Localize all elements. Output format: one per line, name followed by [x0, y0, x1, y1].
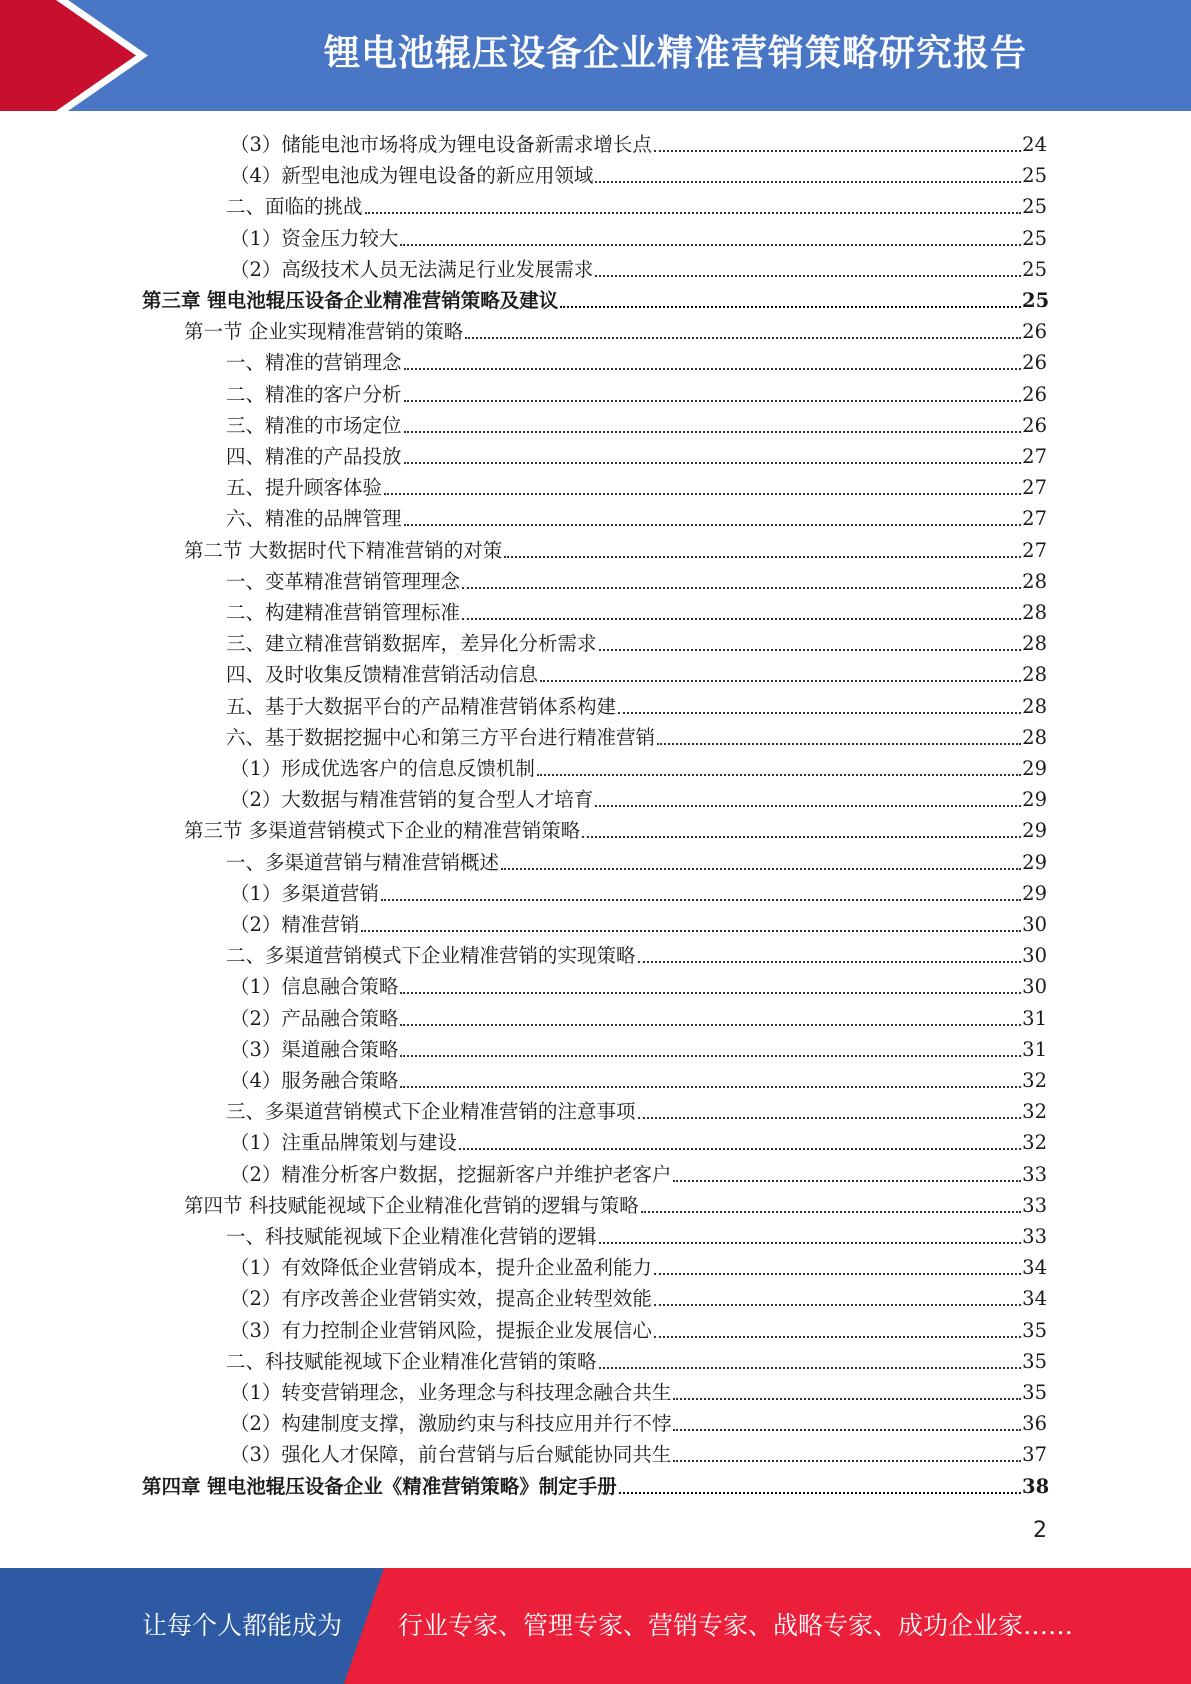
toc-entry[interactable] [0, 1063, 1191, 1094]
toc-entry-label: 五、基于大数据平台的产品精准营销体系构建 [226, 694, 617, 718]
toc-dot-leader [540, 680, 1021, 682]
toc-dot-leader [673, 1429, 1021, 1431]
toc-dot-leader [400, 1024, 1021, 1026]
toc-entry[interactable] [0, 1375, 1191, 1406]
toc-entry-page: 31 [1022, 1037, 1047, 1061]
toc-dot-leader [501, 868, 1021, 870]
toc-entry[interactable] [0, 657, 1191, 688]
toc-entry-page: 28 [1022, 663, 1047, 687]
toc-entry[interactable] [0, 408, 1191, 439]
toc-entry-label: （3）储能电池市场将成为锂电设备新需求增长点 [230, 133, 652, 156]
toc-entry-label: （3）有力控制企业营销风险，提振企业发展信心 [230, 1318, 652, 1342]
toc-entry-page: 33 [1022, 1193, 1047, 1217]
toc-entry-page: 36 [1022, 1412, 1047, 1436]
toc-dot-leader [384, 493, 1021, 495]
toc-entry-page: 29 [1022, 850, 1047, 874]
toc-entry-page: 29 [1022, 757, 1047, 780]
toc-entry[interactable] [0, 377, 1191, 408]
toc-entry[interactable] [0, 470, 1191, 501]
toc-entry-page: 28 [1022, 569, 1047, 593]
toc-entry-page: 25 [1022, 164, 1047, 188]
toc-entry[interactable] [0, 1313, 1191, 1344]
toc-entry-page: 25 [1022, 289, 1050, 312]
toc-entry[interactable] [0, 439, 1191, 470]
toc-entry[interactable] [0, 345, 1191, 376]
toc-entry-page: 28 [1022, 601, 1047, 624]
header-arrow-decoration [0, 0, 160, 111]
toc-entry-page: 33 [1022, 1162, 1047, 1186]
toc-entry-label: 三、精准的市场定位 [226, 413, 402, 437]
toc-entry-label: （1）有效降低企业营销成本，提升企业盈利能力 [230, 1256, 652, 1280]
toc-entry[interactable] [0, 127, 1191, 158]
toc-entry-label: 四、及时收集反馈精准营销活动信息 [226, 663, 539, 687]
toc-dot-leader [599, 1242, 1021, 1244]
toc-entry-label: 第三章 锂电池辊压设备企业精准营销策略及建议 [142, 289, 559, 312]
toc-entry-page: 24 [1022, 133, 1047, 156]
toc-entry[interactable] [0, 1188, 1191, 1219]
toc-entry[interactable] [0, 1001, 1191, 1032]
page-header [0, 0, 1191, 111]
toc-entry[interactable] [0, 907, 1191, 938]
toc-entry[interactable] [0, 751, 1191, 782]
toc-entry-page: 28 [1022, 725, 1047, 749]
toc-entry[interactable] [0, 314, 1191, 345]
toc-entry-label: 二、科技赋能视域下企业精准化营销的策略 [226, 1349, 597, 1373]
toc-entry[interactable] [0, 158, 1191, 189]
toc-entry-label: 六、精准的品牌管理 [226, 507, 402, 531]
toc-dot-leader [365, 212, 1021, 214]
toc-entry-label: 二、多渠道营销模式下企业精准营销的实现策略 [226, 944, 636, 968]
toc-entry[interactable] [0, 1250, 1191, 1281]
toc-dot-leader [400, 244, 1021, 246]
toc-entry-label: 三、多渠道营销模式下企业精准营销的注意事项 [226, 1100, 636, 1124]
header-title: 锂电池辊压设备企业精准营销策略研究报告 [323, 33, 1027, 74]
toc-entry[interactable] [0, 1281, 1191, 1312]
toc-entry-label: （3）强化人才保障，前台营销与后台赋能协同共生 [230, 1443, 672, 1467]
toc-dot-leader [462, 587, 1021, 589]
toc-entry[interactable] [0, 501, 1191, 532]
toc-entry-label: 一、多渠道营销与精准营销概述 [226, 850, 500, 874]
toc-dot-leader [459, 1148, 1021, 1150]
toc-entry[interactable] [0, 252, 1191, 283]
toc-entry[interactable] [0, 1469, 1191, 1500]
toc-entry-page: 25 [1022, 226, 1047, 250]
toc-entry-page: 26 [1022, 413, 1047, 437]
toc-entry-page: 30 [1022, 944, 1047, 968]
toc-entry[interactable] [0, 1094, 1191, 1125]
toc-dot-leader [599, 1367, 1021, 1369]
toc-entry[interactable] [0, 189, 1191, 220]
toc-dot-leader [641, 1211, 1021, 1213]
toc-entry-page: 29 [1022, 881, 1047, 905]
toc-dot-leader [619, 1492, 1021, 1494]
toc-dot-leader [504, 556, 1021, 558]
toc-dot-leader [673, 1460, 1021, 1462]
toc-entry-page: 28 [1022, 632, 1047, 656]
page-footer [0, 1568, 1191, 1684]
toc-dot-leader [654, 150, 1021, 152]
toc-entry[interactable] [0, 876, 1191, 907]
toc-entry-page: 29 [1022, 788, 1047, 812]
toc-entry[interactable] [0, 1344, 1191, 1375]
toc-entry-label: （1）形成优选客户的信息反馈机制 [230, 757, 535, 780]
toc-dot-leader [462, 618, 1021, 620]
toc-entry[interactable] [0, 283, 1191, 314]
toc-entry-label: （2）高级技术人员无法满足行业发展需求 [230, 257, 594, 281]
toc-dot-leader [361, 930, 1021, 932]
toc-entry-label: 二、精准的客户分析 [226, 382, 402, 406]
toc-entry-page: 33 [1022, 1225, 1047, 1248]
toc-entry-label: （2）精准营销 [230, 913, 360, 936]
toc-entry-page: 29 [1022, 819, 1047, 843]
toc-entry-label: 第四章 锂电池辊压设备企业《精准营销策略》制定手册 [142, 1474, 617, 1498]
toc-dot-leader [400, 1055, 1021, 1057]
toc-entry-page: 27 [1022, 538, 1047, 562]
toc-entry-label: （4）新型电池成为锂电设备的新应用领域 [230, 164, 594, 188]
toc-entry-label: 第二节 大数据时代下精准营销的对策 [184, 538, 503, 562]
toc-entry-page: 35 [1022, 1349, 1047, 1373]
toc-entry-label: 四、精准的产品投放 [226, 445, 402, 468]
toc-entry[interactable] [0, 533, 1191, 564]
toc-entry-label: 第三节 多渠道营销模式下企业的精准营销策略 [184, 819, 581, 843]
toc-entry-page: 38 [1022, 1474, 1050, 1498]
toc-entry[interactable] [0, 689, 1191, 720]
toc-dot-leader [595, 805, 1021, 807]
toc-entry-label: （3）渠道融合策略 [230, 1037, 399, 1061]
toc-entry-label: 一、精准的营销理念 [226, 351, 402, 375]
toc-entry-page: 25 [1022, 195, 1047, 219]
toc-entry-page: 35 [1022, 1318, 1047, 1342]
toc-dot-leader [595, 275, 1021, 277]
toc-entry-page: 37 [1022, 1443, 1047, 1467]
toc-entry[interactable] [0, 1219, 1191, 1250]
page-number: 2 [1033, 1518, 1047, 1543]
toc-entry-label: 三、建立精准营销数据库，差异化分析需求 [226, 632, 597, 656]
toc-entry-page: 31 [1022, 1006, 1047, 1030]
toc-entry-page: 28 [1022, 694, 1047, 718]
toc-entry[interactable] [0, 720, 1191, 751]
toc-entry[interactable] [0, 1437, 1191, 1468]
toc-entry-page: 34 [1022, 1287, 1047, 1311]
toc-dot-leader [465, 337, 1021, 339]
toc-entry-page: 26 [1022, 351, 1047, 375]
toc-entry[interactable] [0, 564, 1191, 595]
toc-dot-leader [404, 400, 1021, 402]
toc-entry-label: （1）信息融合策略 [230, 975, 399, 999]
toc-entry-label: 一、科技赋能视域下企业精准化营销的逻辑 [226, 1225, 597, 1248]
toc-dot-leader [560, 306, 1021, 308]
toc-dot-leader [654, 1336, 1021, 1338]
footer-slogan-left: 让每个人都能成为 [142, 1611, 343, 1640]
toc-dot-leader [618, 712, 1021, 714]
toc-entry-label: （1）注重品牌策划与建设 [230, 1131, 457, 1155]
toc-entry[interactable] [0, 969, 1191, 1000]
toc-dot-leader [381, 899, 1021, 901]
toc-entry-page: 30 [1022, 913, 1047, 936]
toc-entry[interactable] [0, 782, 1191, 813]
toc-entry-page: 26 [1022, 382, 1047, 406]
toc-entry-page: 30 [1022, 975, 1047, 999]
toc-dot-leader [673, 1398, 1021, 1400]
toc-dot-leader [599, 649, 1021, 651]
toc-entry-page: 32 [1022, 1131, 1047, 1155]
toc-entry-page: 35 [1022, 1381, 1047, 1404]
toc-entry-label: （2）产品融合策略 [230, 1006, 399, 1030]
toc-dot-leader [404, 462, 1021, 464]
toc-dot-leader [537, 774, 1021, 776]
toc-dot-leader [404, 368, 1021, 370]
toc-entry-page: 27 [1022, 445, 1047, 468]
toc-dot-leader [654, 1304, 1021, 1306]
toc-dot-leader [400, 1086, 1021, 1088]
toc-entry-page: 25 [1022, 257, 1047, 281]
toc-entry-page: 27 [1022, 507, 1047, 531]
toc-dot-leader [657, 743, 1021, 745]
toc-entry[interactable] [0, 626, 1191, 657]
toc-entry[interactable] [0, 845, 1191, 876]
footer-slogan-right: 行业专家、管理专家、营销专家、战略专家、成功企业家…… [398, 1611, 1074, 1640]
toc-entry-label: （1）资金压力较大 [230, 226, 399, 250]
toc-entry-label: 一、变革精准营销管理理念 [226, 569, 461, 593]
toc-entry-label: 第一节 企业实现精准营销的策略 [184, 320, 464, 344]
toc-entry-label: （1）转变营销理念，业务理念与科技理念融合共生 [230, 1381, 672, 1404]
toc-entry-label: （1）多渠道营销 [230, 881, 379, 905]
toc-entry[interactable] [0, 221, 1191, 252]
toc-entry[interactable] [0, 595, 1191, 626]
toc-entry[interactable] [0, 1406, 1191, 1437]
toc-entry-page: 32 [1022, 1069, 1047, 1092]
toc-dot-leader [638, 961, 1021, 963]
toc-entry-label: （2）精准分析客户数据，挖掘新客户并维护老客户 [230, 1162, 672, 1186]
toc-entry-page: 27 [1022, 476, 1047, 500]
toc-entry-label: （4）服务融合策略 [230, 1069, 399, 1092]
toc-entry-label: （2）构建制度支撑，激励约束与科技应用并行不悖 [230, 1412, 672, 1436]
toc-dot-leader [404, 524, 1021, 526]
toc-dot-leader [654, 1273, 1021, 1275]
toc-entry-label: 二、面临的挑战 [226, 195, 363, 219]
toc-entry-label: （2）大数据与精准营销的复合型人才培育 [230, 788, 594, 812]
toc-dot-leader [595, 181, 1021, 183]
toc-entry[interactable] [0, 938, 1191, 969]
toc-dot-leader [400, 992, 1021, 994]
toc-dot-leader [404, 431, 1021, 433]
toc-dot-leader [638, 1117, 1021, 1119]
toc-entry[interactable] [0, 813, 1191, 844]
toc-dot-leader [582, 836, 1021, 838]
toc-entry-label: 第四节 科技赋能视域下企业精准化营销的逻辑与策略 [184, 1193, 639, 1217]
toc-entry-page: 26 [1022, 320, 1047, 344]
toc-entry-label: 五、提升顾客体验 [226, 476, 383, 500]
toc-entry[interactable] [0, 1125, 1191, 1156]
toc-entry[interactable] [0, 1157, 1191, 1188]
toc-entry-page: 32 [1022, 1100, 1047, 1124]
toc-entry-page: 34 [1022, 1256, 1047, 1280]
toc-entry-label: 二、构建精准营销管理标准 [226, 601, 461, 624]
toc-entry[interactable] [0, 1032, 1191, 1063]
toc-dot-leader [673, 1180, 1021, 1182]
toc-entry-label: （2）有序改善企业营销实效，提高企业转型效能 [230, 1287, 652, 1311]
toc-entry-label: 六、基于数据挖掘中心和第三方平台进行精准营销 [226, 725, 656, 749]
